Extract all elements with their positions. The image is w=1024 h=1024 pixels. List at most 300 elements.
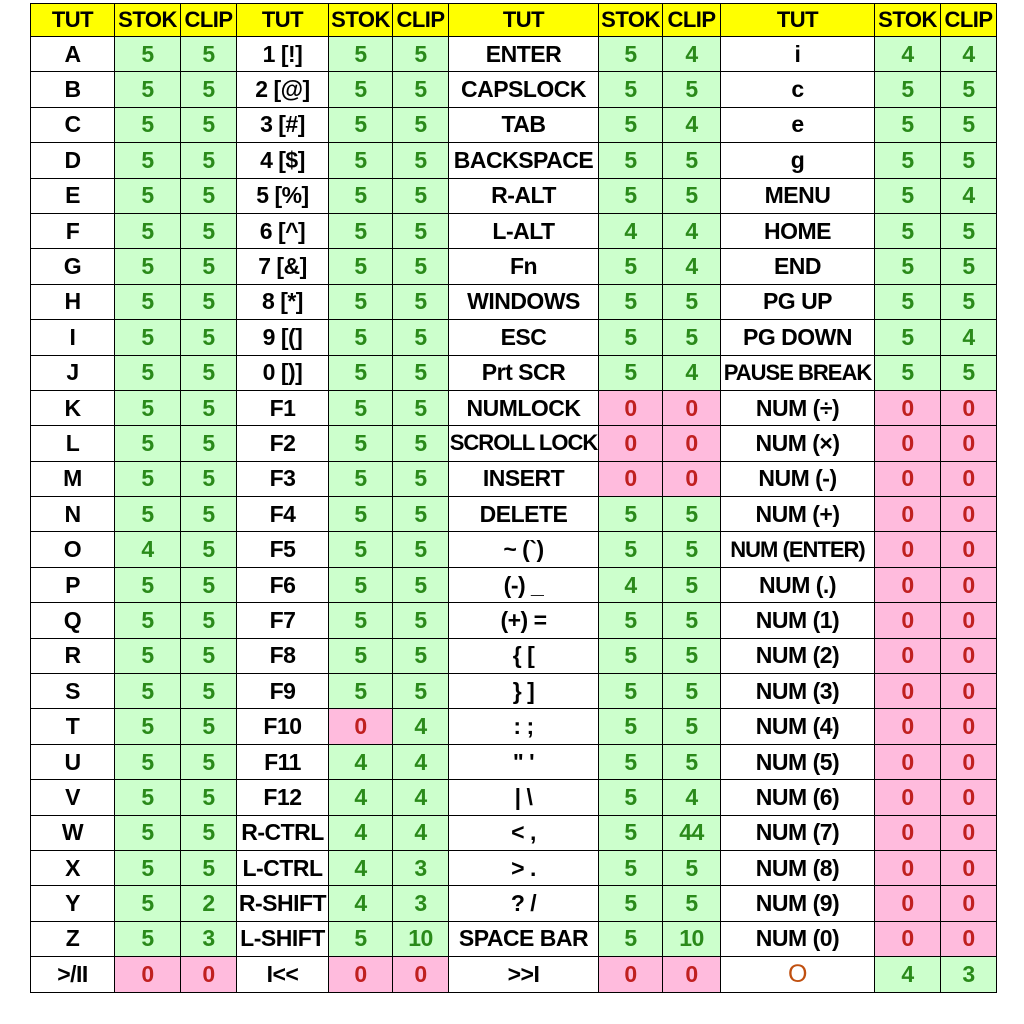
clip-cell: 0 (941, 709, 997, 744)
key-name-cell: NUM (4) (721, 709, 875, 744)
clip-cell: 5 (393, 674, 449, 709)
clip-cell: 4 (663, 37, 721, 72)
clip-cell: 0 (941, 426, 997, 461)
stok-cell: 5 (115, 355, 181, 390)
key-name-cell: PG UP (721, 284, 875, 319)
clip-cell: 5 (181, 178, 237, 213)
key-name-cell: 9 [(] (237, 320, 329, 355)
clip-cell: 0 (941, 603, 997, 638)
stok-cell: 4 (599, 213, 663, 248)
header-cell: STOK (329, 4, 393, 37)
key-name-cell: P (31, 567, 115, 602)
key-name-cell: WINDOWS (449, 284, 599, 319)
stok-cell: 0 (875, 780, 941, 815)
clip-cell: 5 (181, 143, 237, 178)
key-name-cell: F (31, 213, 115, 248)
stok-cell: 5 (329, 674, 393, 709)
key-name-cell: i (721, 37, 875, 72)
clip-cell: 5 (181, 426, 237, 461)
clip-cell: 5 (663, 886, 721, 921)
clip-cell: 5 (181, 320, 237, 355)
stok-cell: 0 (875, 744, 941, 779)
stok-cell: 5 (599, 709, 663, 744)
stok-cell: 5 (875, 249, 941, 284)
key-name-cell: END (721, 249, 875, 284)
stok-cell: 4 (329, 815, 393, 850)
key-name-cell: PG DOWN (721, 320, 875, 355)
clip-cell: 5 (393, 37, 449, 72)
key-name-cell: M (31, 461, 115, 496)
clip-cell: 5 (941, 143, 997, 178)
key-name-cell: B (31, 72, 115, 107)
header-cell: CLIP (393, 4, 449, 37)
key-name-cell: E (31, 178, 115, 213)
key-name-cell: L-CTRL (237, 850, 329, 885)
clip-cell: 0 (393, 957, 449, 992)
table-row (31, 957, 997, 992)
clip-cell: 5 (663, 674, 721, 709)
clip-cell: 4 (393, 780, 449, 815)
stok-cell: 0 (875, 815, 941, 850)
stok-cell: 5 (115, 143, 181, 178)
stok-cell: 5 (599, 143, 663, 178)
clip-cell: 5 (181, 107, 237, 142)
clip-cell: 5 (393, 107, 449, 142)
key-name-cell: I<< (237, 957, 329, 992)
clip-cell: 5 (393, 249, 449, 284)
key-name-cell: < , (449, 815, 599, 850)
clip-cell: 0 (941, 886, 997, 921)
key-name-cell: NUM (÷) (721, 390, 875, 425)
clip-cell: 5 (941, 355, 997, 390)
clip-cell: 5 (181, 780, 237, 815)
header-cell: TUT (237, 4, 329, 37)
stok-cell: 5 (115, 390, 181, 425)
clip-cell: 3 (181, 921, 237, 956)
key-name-cell: F7 (237, 603, 329, 638)
key-name-cell: Z (31, 921, 115, 956)
stok-cell: 5 (115, 72, 181, 107)
key-name-cell: NUM (2) (721, 638, 875, 673)
stok-cell: 5 (115, 744, 181, 779)
clip-cell: 5 (393, 72, 449, 107)
stok-cell: 5 (115, 461, 181, 496)
stok-cell: 5 (329, 178, 393, 213)
table-row (31, 815, 997, 850)
clip-cell: 0 (941, 638, 997, 673)
header-cell: STOK (599, 4, 663, 37)
clip-cell: 5 (181, 532, 237, 567)
clip-cell: 4 (941, 178, 997, 213)
stok-cell: 4 (115, 532, 181, 567)
stok-cell: 5 (599, 178, 663, 213)
key-name-cell: N (31, 497, 115, 532)
stok-cell: 5 (115, 107, 181, 142)
stok-cell: 5 (599, 107, 663, 142)
stok-cell: 5 (329, 567, 393, 602)
key-name-cell: SPACE BAR (449, 921, 599, 956)
clip-cell: 3 (393, 886, 449, 921)
clip-cell: 5 (181, 497, 237, 532)
table-row (31, 284, 997, 319)
key-name-cell: NUM (×) (721, 426, 875, 461)
table-row (31, 567, 997, 602)
clip-cell: 5 (663, 709, 721, 744)
key-name-cell: S (31, 674, 115, 709)
clip-cell: 5 (393, 532, 449, 567)
header-row (31, 4, 997, 37)
key-name-cell: MENU (721, 178, 875, 213)
key-name-cell: >>I (449, 957, 599, 992)
key-name-cell: L-SHIFT (237, 921, 329, 956)
key-name-cell: F8 (237, 638, 329, 673)
key-name-cell: CAPSLOCK (449, 72, 599, 107)
key-name-cell: R-CTRL (237, 815, 329, 850)
clip-cell: 5 (663, 532, 721, 567)
stok-cell: 5 (599, 320, 663, 355)
clip-cell: 4 (393, 709, 449, 744)
header-cell: TUT (721, 4, 875, 37)
key-name-cell: | \ (449, 780, 599, 815)
header-cell: CLIP (663, 4, 721, 37)
clip-cell: 5 (181, 638, 237, 673)
table-row (31, 178, 997, 213)
key-name-cell: K (31, 390, 115, 425)
clip-cell: 2 (181, 886, 237, 921)
stok-cell: 5 (115, 249, 181, 284)
stok-cell: 5 (329, 107, 393, 142)
key-name-cell: O (721, 957, 875, 992)
key-name-cell: 8 [*] (237, 284, 329, 319)
stok-cell: 5 (599, 532, 663, 567)
clip-cell: 5 (393, 638, 449, 673)
stok-cell: 5 (329, 72, 393, 107)
key-name-cell: H (31, 284, 115, 319)
stok-cell: 5 (329, 213, 393, 248)
clip-cell: 5 (663, 72, 721, 107)
table-row (31, 320, 997, 355)
stok-cell: 4 (875, 957, 941, 992)
clip-cell: 5 (941, 284, 997, 319)
clip-cell: 3 (393, 850, 449, 885)
clip-cell: 0 (941, 674, 997, 709)
clip-cell: 5 (663, 178, 721, 213)
clip-cell: 44 (663, 815, 721, 850)
clip-cell: 5 (181, 744, 237, 779)
clip-cell: 5 (181, 284, 237, 319)
key-name-cell: 0 [)] (237, 355, 329, 390)
table-row (31, 213, 997, 248)
key-name-cell: Q (31, 603, 115, 638)
table-row (31, 744, 997, 779)
stok-cell: 0 (875, 497, 941, 532)
key-name-cell: PAUSE BREAK (721, 355, 875, 390)
stok-cell: 4 (329, 744, 393, 779)
table-body (31, 37, 997, 993)
stok-cell: 5 (875, 143, 941, 178)
key-name-cell: " ' (449, 744, 599, 779)
stok-cell: 5 (329, 390, 393, 425)
stok-cell: 5 (599, 638, 663, 673)
stok-cell: 5 (875, 355, 941, 390)
clip-cell: 0 (941, 815, 997, 850)
header-cell: TUT (31, 4, 115, 37)
table-row (31, 709, 997, 744)
key-name-cell: 1 [!] (237, 37, 329, 72)
key-name-cell: R (31, 638, 115, 673)
key-name-cell: W (31, 815, 115, 850)
stok-cell: 5 (599, 744, 663, 779)
stok-cell: 0 (329, 709, 393, 744)
key-name-cell: TAB (449, 107, 599, 142)
stok-cell: 5 (875, 178, 941, 213)
stok-cell: 5 (599, 603, 663, 638)
key-name-cell: F9 (237, 674, 329, 709)
stok-cell: 0 (875, 461, 941, 496)
clip-cell: 4 (941, 37, 997, 72)
table-row (31, 107, 997, 142)
stok-cell: 0 (875, 603, 941, 638)
key-name-cell: G (31, 249, 115, 284)
key-name-cell: SCROLL LOCK (449, 426, 599, 461)
stok-cell: 0 (875, 886, 941, 921)
clip-cell: 3 (941, 957, 997, 992)
clip-cell: 5 (393, 461, 449, 496)
key-name-cell: 4 [$] (237, 143, 329, 178)
key-name-cell: L-ALT (449, 213, 599, 248)
key-name-cell: F1 (237, 390, 329, 425)
table-row (31, 886, 997, 921)
clip-cell: 5 (941, 72, 997, 107)
stok-cell: 5 (115, 178, 181, 213)
clip-cell: 4 (663, 107, 721, 142)
stok-cell: 5 (599, 850, 663, 885)
clip-cell: 5 (393, 284, 449, 319)
stok-cell: 0 (875, 850, 941, 885)
key-name-cell: BACKSPACE (449, 143, 599, 178)
stok-cell: 0 (329, 957, 393, 992)
stok-cell: 5 (115, 603, 181, 638)
key-name-cell: F5 (237, 532, 329, 567)
key-name-cell: 6 [^] (237, 213, 329, 248)
key-name-cell: O (31, 532, 115, 567)
stok-cell: 5 (329, 603, 393, 638)
header-cell: STOK (875, 4, 941, 37)
stok-cell: 5 (329, 249, 393, 284)
stok-cell: 5 (875, 320, 941, 355)
table-row (31, 850, 997, 885)
key-name-cell: T (31, 709, 115, 744)
clip-cell: 5 (181, 249, 237, 284)
stok-cell: 5 (115, 638, 181, 673)
key-name-cell: ? / (449, 886, 599, 921)
stok-cell: 5 (875, 72, 941, 107)
stok-cell: 0 (599, 957, 663, 992)
stok-cell: 5 (599, 497, 663, 532)
key-name-cell: DELETE (449, 497, 599, 532)
table-row (31, 780, 997, 815)
key-name-cell: NUM (-) (721, 461, 875, 496)
stok-cell: 5 (115, 886, 181, 921)
stok-cell: 5 (329, 461, 393, 496)
clip-cell: 5 (181, 603, 237, 638)
stok-cell: 5 (329, 37, 393, 72)
table-row (31, 249, 997, 284)
clip-cell: 10 (663, 921, 721, 956)
table-row (31, 37, 997, 72)
clip-cell: 0 (941, 390, 997, 425)
key-name-cell: ENTER (449, 37, 599, 72)
key-name-cell: : ; (449, 709, 599, 744)
stok-cell: 0 (599, 390, 663, 425)
key-name-cell: NUM (.) (721, 567, 875, 602)
stok-cell: 4 (875, 37, 941, 72)
clip-cell: 5 (181, 461, 237, 496)
stok-cell: 5 (115, 780, 181, 815)
key-name-cell: NUM (7) (721, 815, 875, 850)
clip-cell: 5 (393, 497, 449, 532)
stok-cell: 5 (115, 674, 181, 709)
key-name-cell: >/II (31, 957, 115, 992)
clip-cell: 5 (663, 567, 721, 602)
clip-cell: 5 (393, 178, 449, 213)
clip-cell: 5 (663, 284, 721, 319)
key-name-cell: D (31, 143, 115, 178)
key-name-cell: HOME (721, 213, 875, 248)
clip-cell: 5 (663, 744, 721, 779)
key-name-cell: X (31, 850, 115, 885)
stok-cell: 0 (875, 567, 941, 602)
clip-cell: 0 (941, 461, 997, 496)
key-name-cell: F3 (237, 461, 329, 496)
stok-cell: 0 (875, 390, 941, 425)
key-name-cell: Prt SCR (449, 355, 599, 390)
key-name-cell: NUM (+) (721, 497, 875, 532)
stok-cell: 0 (115, 957, 181, 992)
clip-cell: 5 (181, 37, 237, 72)
key-name-cell: ~ (`) (449, 532, 599, 567)
stok-cell: 4 (329, 886, 393, 921)
stok-cell: 0 (875, 674, 941, 709)
key-name-cell: c (721, 72, 875, 107)
stok-cell: 5 (599, 249, 663, 284)
key-name-cell: C (31, 107, 115, 142)
clip-cell: 4 (393, 744, 449, 779)
stok-cell: 5 (115, 815, 181, 850)
clip-cell: 0 (941, 921, 997, 956)
stok-cell: 5 (329, 921, 393, 956)
clip-cell: 4 (663, 355, 721, 390)
stok-cell: 5 (115, 921, 181, 956)
clip-cell: 4 (393, 815, 449, 850)
clip-cell: 4 (663, 213, 721, 248)
clip-cell: 5 (941, 249, 997, 284)
stok-cell: 5 (115, 284, 181, 319)
clip-cell: 0 (663, 426, 721, 461)
stok-cell: 5 (329, 532, 393, 567)
clip-cell: 5 (181, 213, 237, 248)
clip-cell: 5 (181, 709, 237, 744)
clip-cell: 0 (181, 957, 237, 992)
clip-cell: 5 (393, 567, 449, 602)
clip-cell: 0 (941, 497, 997, 532)
clip-cell: 5 (181, 674, 237, 709)
clip-cell: 5 (663, 320, 721, 355)
key-name-cell: U (31, 744, 115, 779)
table-row (31, 638, 997, 673)
table-row (31, 426, 997, 461)
stok-cell: 5 (599, 355, 663, 390)
table-row (31, 143, 997, 178)
stok-cell: 5 (115, 37, 181, 72)
table-row (31, 921, 997, 956)
clip-cell: 5 (941, 213, 997, 248)
stok-cell: 5 (875, 107, 941, 142)
table-row (31, 72, 997, 107)
clip-cell: 5 (181, 390, 237, 425)
stok-cell: 5 (599, 886, 663, 921)
header-cell: CLIP (181, 4, 237, 37)
key-name-cell: R-SHIFT (237, 886, 329, 921)
clip-cell: 0 (663, 390, 721, 425)
key-name-cell: NUM (8) (721, 850, 875, 885)
inventory-table (30, 3, 997, 993)
stok-cell: 5 (115, 213, 181, 248)
key-name-cell: INSERT (449, 461, 599, 496)
stok-cell: 5 (115, 709, 181, 744)
table-row (31, 532, 997, 567)
key-name-cell: F10 (237, 709, 329, 744)
key-name-cell: 2 [@] (237, 72, 329, 107)
stok-cell: 0 (599, 461, 663, 496)
table-row (31, 355, 997, 390)
clip-cell: 5 (393, 390, 449, 425)
stok-cell: 5 (599, 37, 663, 72)
key-name-cell: (+) = (449, 603, 599, 638)
clip-cell: 10 (393, 921, 449, 956)
key-name-cell: F4 (237, 497, 329, 532)
key-name-cell: F6 (237, 567, 329, 602)
table-row (31, 497, 997, 532)
key-name-cell: L (31, 426, 115, 461)
key-name-cell: NUM (ENTER) (721, 532, 875, 567)
clip-cell: 5 (663, 497, 721, 532)
clip-cell: 5 (393, 213, 449, 248)
stok-cell: 5 (115, 426, 181, 461)
stok-cell: 0 (875, 709, 941, 744)
stok-cell: 5 (599, 780, 663, 815)
table-row (31, 674, 997, 709)
clip-cell: 0 (941, 780, 997, 815)
stok-cell: 5 (875, 213, 941, 248)
key-name-cell: NUM (0) (721, 921, 875, 956)
clip-cell: 0 (663, 957, 721, 992)
stok-cell: 5 (115, 497, 181, 532)
stok-cell: 5 (599, 674, 663, 709)
stok-cell: 0 (875, 921, 941, 956)
table-row (31, 390, 997, 425)
key-name-cell: F12 (237, 780, 329, 815)
stok-cell: 4 (329, 850, 393, 885)
clip-cell: 5 (941, 107, 997, 142)
stok-cell: 0 (875, 426, 941, 461)
clip-cell: 0 (941, 744, 997, 779)
clip-cell: 0 (941, 532, 997, 567)
key-name-cell: NUM (6) (721, 780, 875, 815)
stok-cell: 5 (875, 284, 941, 319)
stok-cell: 5 (115, 850, 181, 885)
key-name-cell: (-) _ (449, 567, 599, 602)
